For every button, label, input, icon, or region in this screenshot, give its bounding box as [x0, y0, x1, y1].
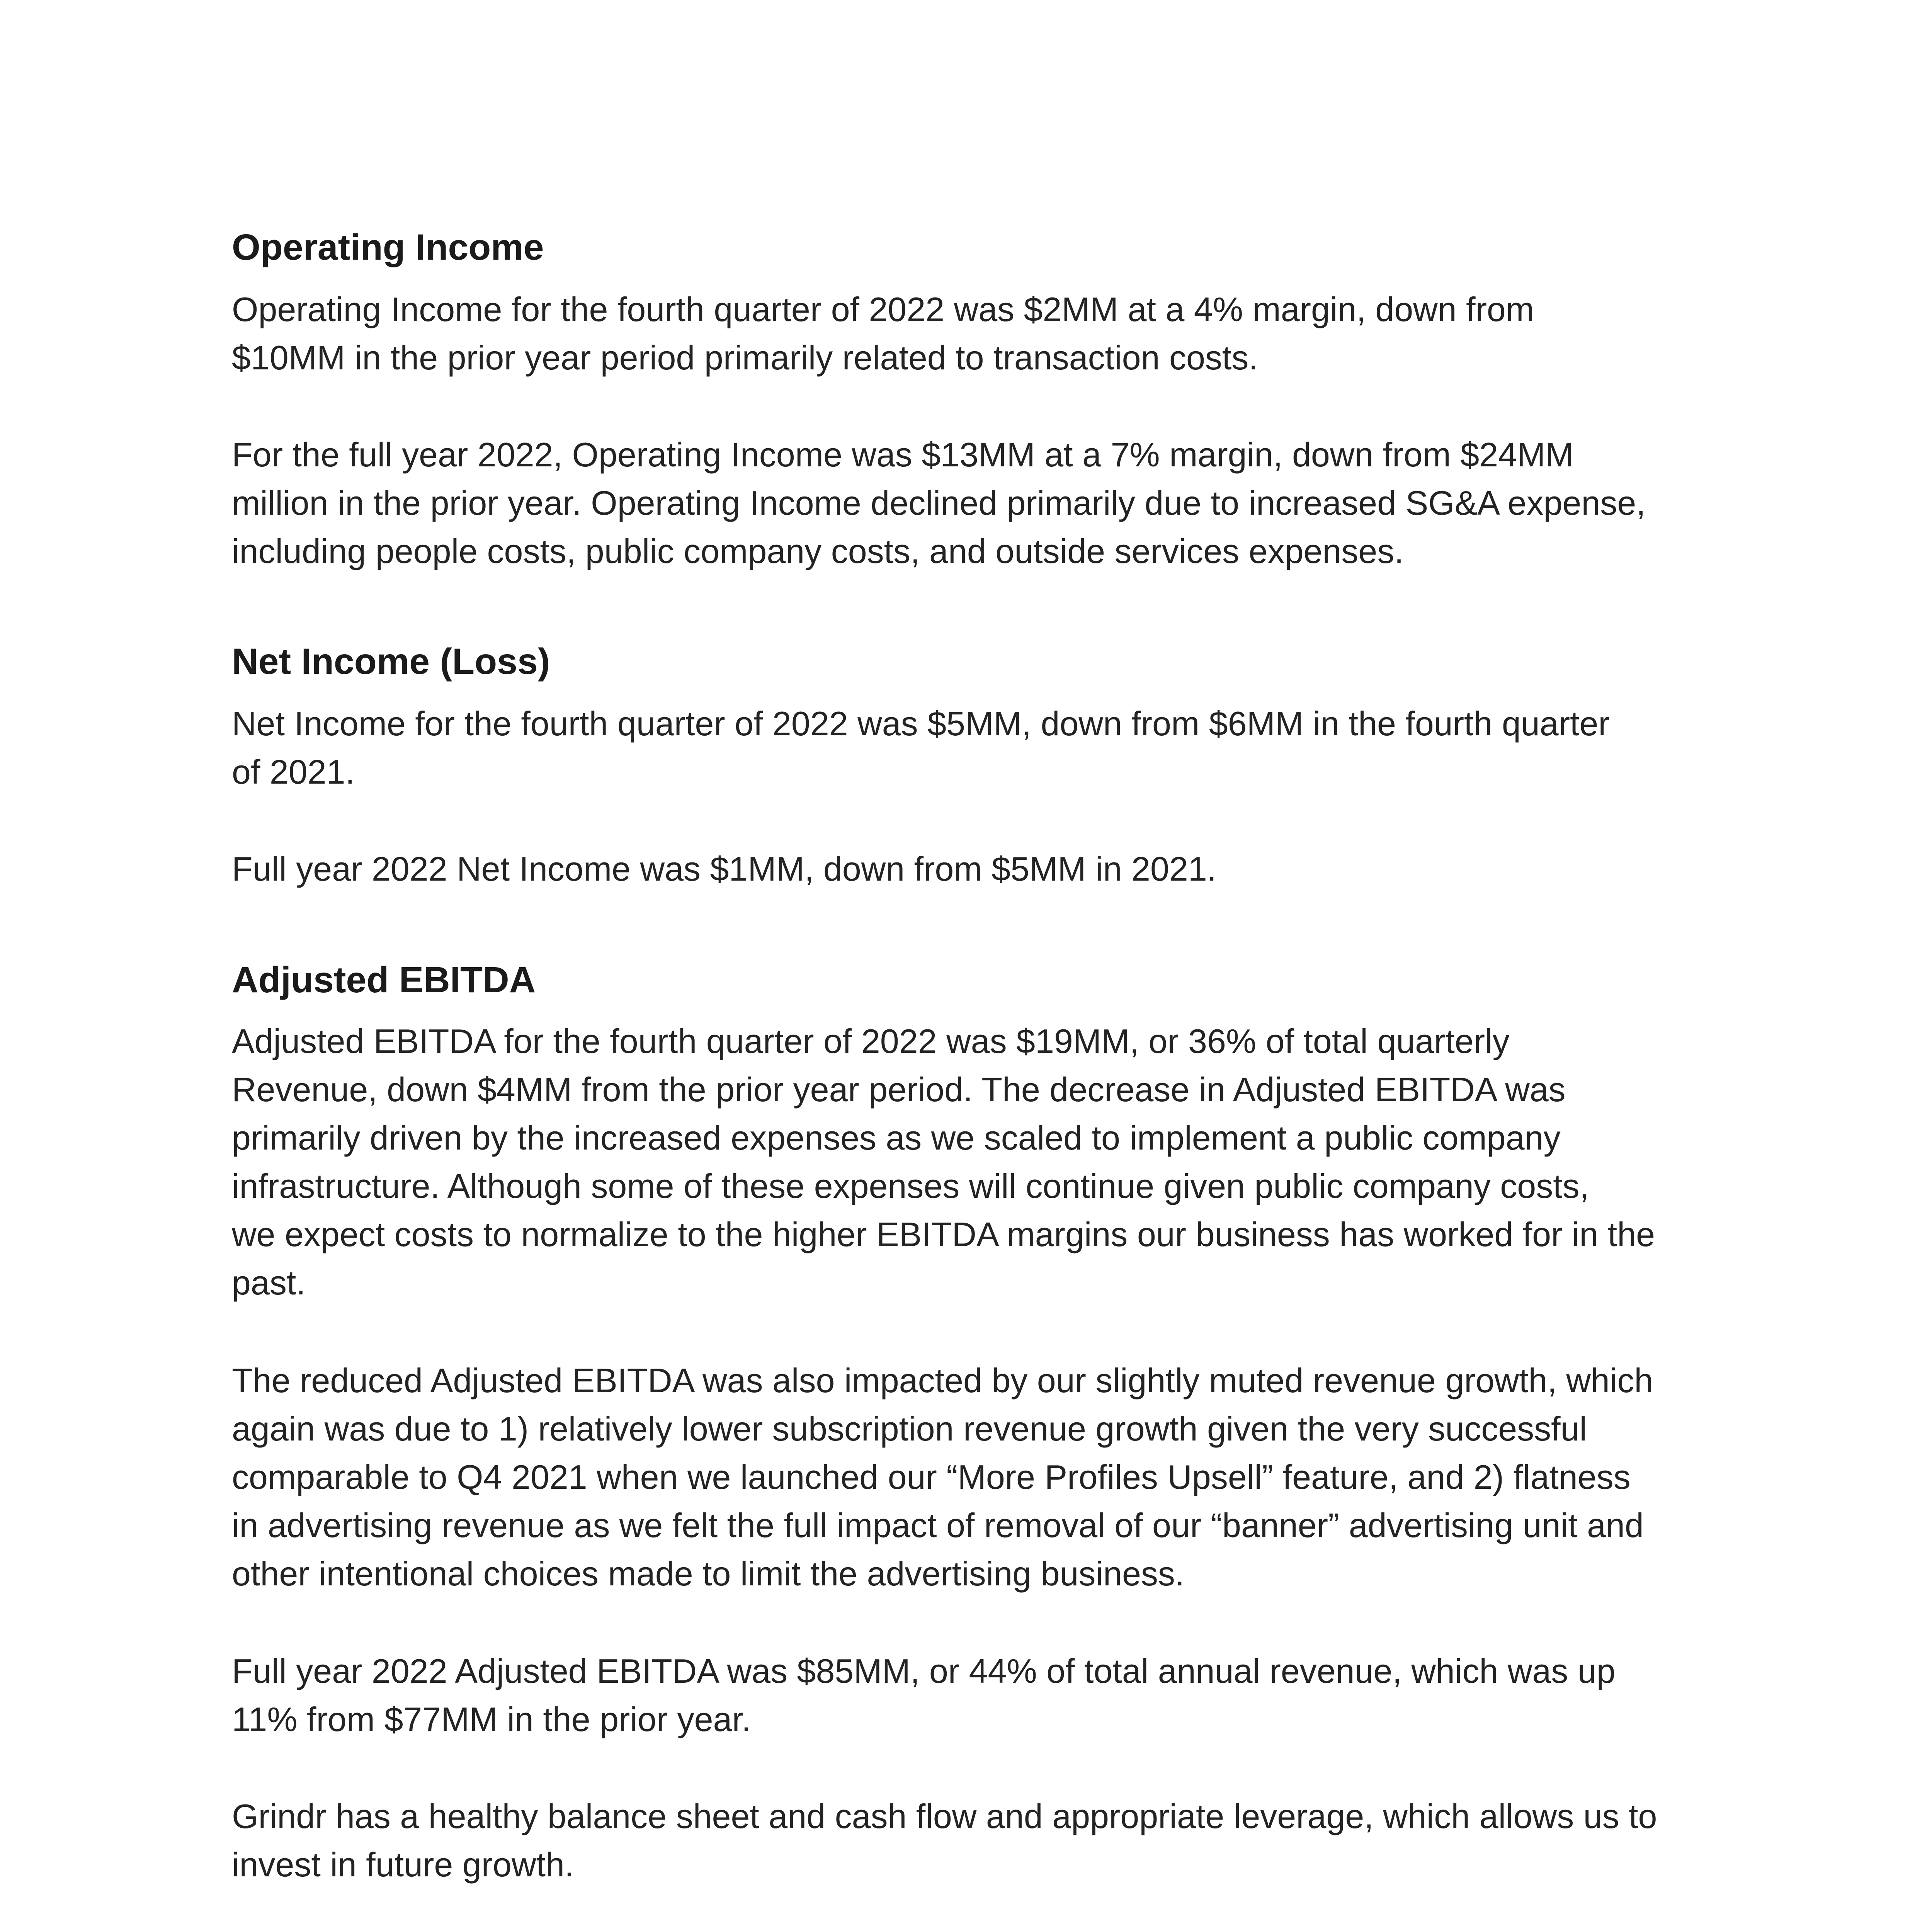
text-line: Grindr has a healthy balance sheet and cash flow and appropriate leverage, which allows us to — [232, 1797, 1657, 1835]
text-line: Full year 2022 Adjusted EBITDA was $85MM, or 44% of total annual revenue, which was up — [232, 1652, 1616, 1690]
paragraph-operating-income-q4 — [232, 285, 1534, 382]
text-line: we expect costs to normalize to the higher EBITDA margins our business has worked for in the — [232, 1215, 1655, 1253]
text-line: including people costs, public company costs, and outside services expenses. — [232, 532, 1404, 570]
text-line: primarily driven by the increased expenses as we scaled to implement a public company — [232, 1119, 1561, 1157]
text-line: in advertising revenue as we felt the full impact of removal of our “banner” advertising unit and — [232, 1506, 1644, 1544]
paragraph-balance-sheet — [232, 1792, 1657, 1889]
paragraph-adjusted-ebitda-q4 — [232, 1017, 1655, 1307]
text-line: past. — [232, 1264, 306, 1302]
text-line: The reduced Adjusted EBITDA was also impacted by our slightly muted revenue growth, which — [232, 1361, 1653, 1400]
text-line: Net Income for the fourth quarter of 2022 was $5MM, down from $6MM in the fourth quarter — [232, 704, 1610, 743]
text-line: again was due to 1) relatively lower subscription revenue growth given the very successful — [232, 1410, 1587, 1448]
text-line: other intentional choices made to limit the advertising business. — [232, 1554, 1185, 1593]
paragraph-net-income-q4 — [232, 699, 1610, 796]
paragraph-adjusted-ebitda-drivers — [232, 1356, 1653, 1598]
text-line: For the full year 2022, Operating Income was $13MM at a 7% margin, down from $24MM — [232, 435, 1574, 474]
paragraph-net-income-fy — [232, 845, 1216, 893]
text-line: Full year 2022 Net Income was $1MM, down from $5MM in 2021. — [232, 850, 1217, 888]
text-line: comparable to Q4 2021 when we launched our “More Profiles Upsell” feature, and 2) flatness — [232, 1458, 1631, 1496]
text-line: million in the prior year. Operating Income declined primarily due to increased SG&A expense, — [232, 484, 1646, 522]
text-line: of 2021. — [232, 753, 355, 791]
text-line: Adjusted EBITDA for the fourth quarter of 2022 was $19MM, or 36% of total quarterly — [232, 1022, 1510, 1060]
heading-net-income: Net Income (Loss) — [232, 641, 550, 682]
text-line: invest in future growth. — [232, 1845, 574, 1884]
paragraph-operating-income-fy — [232, 430, 1646, 575]
text-line: Operating Income for the fourth quarter of 2022 was $2MM at a 4% margin, down from — [232, 290, 1534, 328]
text-line: $10MM in the prior year period primarily related to transaction costs. — [232, 338, 1258, 377]
text-line: 11% from $77MM in the prior year. — [232, 1700, 751, 1738]
heading-adjusted-ebitda: Adjusted EBITDA — [232, 959, 536, 1000]
text-line: Revenue, down $4MM from the prior year period. The decrease in Adjusted EBITDA was — [232, 1070, 1566, 1109]
heading-operating-income: Operating Income — [232, 227, 544, 268]
paragraph-adjusted-ebitda-fy — [232, 1647, 1616, 1743]
text-line: infrastructure. Although some of these expenses will continue given public company costs, — [232, 1167, 1589, 1205]
